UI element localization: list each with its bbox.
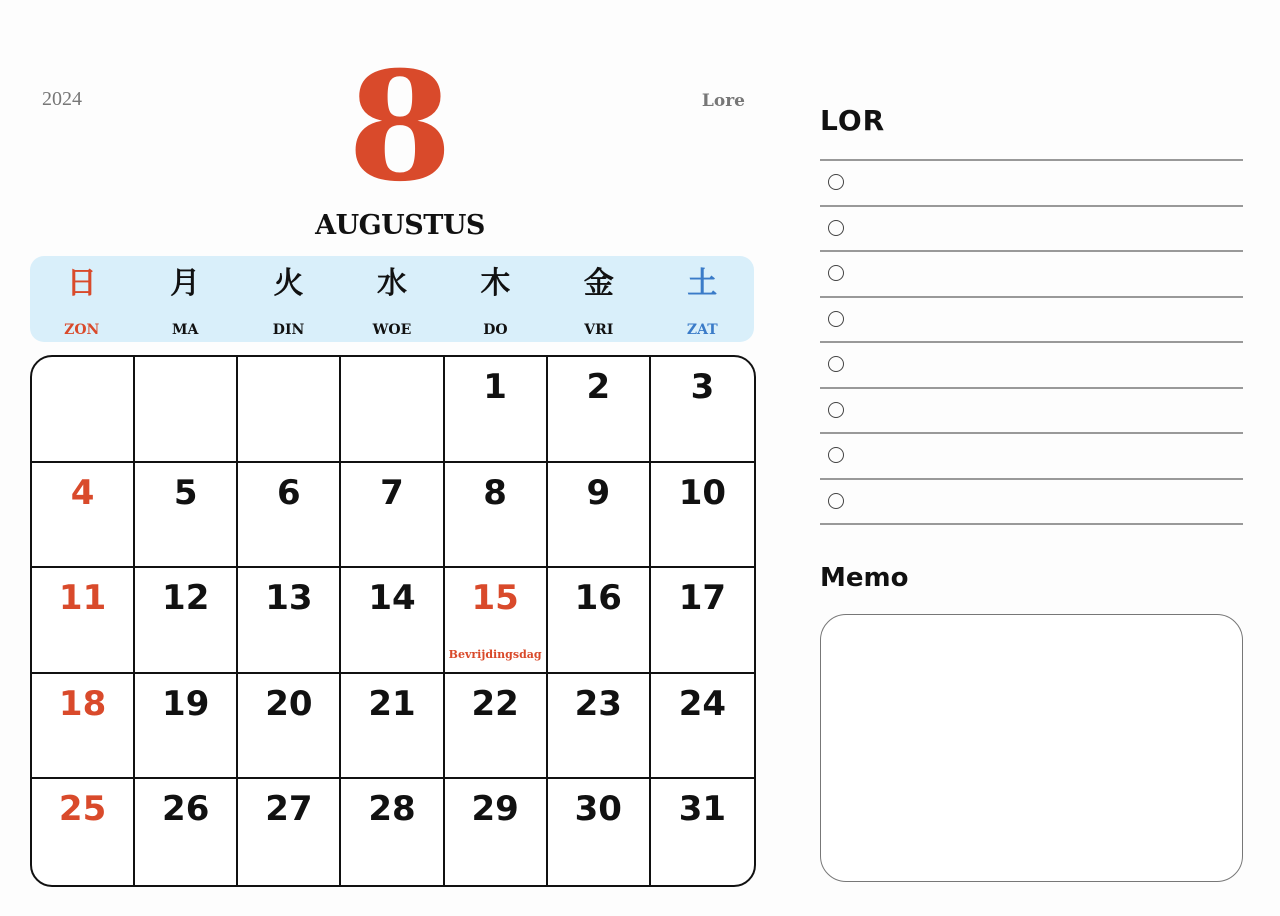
day-number: 4 xyxy=(70,472,95,513)
day-number: 6 xyxy=(277,472,301,513)
todo-list xyxy=(820,159,1243,525)
day-number: 8 xyxy=(483,472,507,513)
checkbox-circle-icon[interactable] xyxy=(828,174,844,190)
day-cell[interactable] xyxy=(238,568,341,674)
day-number: 11 xyxy=(58,578,107,619)
day-cell[interactable] xyxy=(135,463,238,569)
year-label: 2024 xyxy=(42,88,82,110)
checkbox-circle-icon[interactable] xyxy=(828,493,844,509)
checkbox-circle-icon[interactable] xyxy=(828,311,844,327)
day-number: 5 xyxy=(173,472,198,513)
todo-row[interactable] xyxy=(820,434,1243,480)
day-cell[interactable] xyxy=(32,568,135,674)
weekday-jp: 金 xyxy=(583,266,614,301)
checkbox-circle-icon[interactable] xyxy=(828,265,844,281)
weekday-jp: 日 xyxy=(66,266,97,301)
day-number: 26 xyxy=(162,789,210,830)
weekday-thursday xyxy=(444,256,547,342)
day-cell[interactable] xyxy=(548,463,651,569)
weekday-nl: DO xyxy=(483,322,508,338)
day-number: 7 xyxy=(380,472,404,513)
weekday-nl: ZON xyxy=(64,322,100,338)
day-cell[interactable] xyxy=(548,568,651,674)
holiday-label: Bevrijdingsdag xyxy=(448,648,542,662)
day-number: 20 xyxy=(265,683,313,724)
day-number: 22 xyxy=(471,683,519,724)
weekday-header xyxy=(30,256,754,342)
day-cell[interactable] xyxy=(32,674,135,780)
day-number: 10 xyxy=(678,472,727,513)
day-cell[interactable] xyxy=(341,568,444,674)
weekday-jp: 木 xyxy=(480,266,511,301)
weekday-tuesday xyxy=(237,256,340,342)
weekday-sunday xyxy=(30,256,133,342)
day-number: 1 xyxy=(483,367,507,407)
checkbox-circle-icon[interactable] xyxy=(828,356,844,372)
todo-row[interactable] xyxy=(820,298,1243,344)
day-cell[interactable] xyxy=(548,674,651,780)
todo-row[interactable] xyxy=(820,343,1243,389)
todo-row[interactable] xyxy=(820,480,1243,526)
day-number: 29 xyxy=(471,789,519,830)
day-cell[interactable] xyxy=(651,463,754,569)
weekday-jp: 土 xyxy=(687,266,718,301)
todo-row[interactable] xyxy=(820,207,1243,253)
memo-title: Memo xyxy=(820,563,909,593)
weekday-nl: MA xyxy=(171,322,199,338)
weekday-saturday xyxy=(651,256,754,342)
day-cell[interactable] xyxy=(651,674,754,780)
empty-day-cell xyxy=(238,357,341,463)
checkbox-circle-icon[interactable] xyxy=(828,447,844,463)
day-number: 25 xyxy=(58,789,107,830)
todo-row[interactable] xyxy=(820,252,1243,298)
empty-day-cell xyxy=(341,357,444,463)
day-cell[interactable] xyxy=(445,568,548,674)
weekday-jp: 月 xyxy=(170,266,201,301)
todo-title: LOR xyxy=(820,104,886,137)
day-number: 17 xyxy=(678,578,727,619)
day-number: 18 xyxy=(58,683,107,724)
day-cell[interactable] xyxy=(135,674,238,780)
day-cell[interactable] xyxy=(341,779,444,885)
weekday-nl: ZAT xyxy=(686,322,718,338)
day-number: 2 xyxy=(586,367,611,407)
day-cell[interactable] xyxy=(445,357,548,463)
month-name: AUGUSTUS xyxy=(315,210,485,241)
day-cell[interactable] xyxy=(548,357,651,463)
day-number: 31 xyxy=(678,789,727,830)
day-number: 30 xyxy=(574,789,622,830)
weekday-nl: VRI xyxy=(584,322,614,338)
day-number: 19 xyxy=(162,683,210,724)
day-cell[interactable] xyxy=(548,779,651,885)
month-number: 8 xyxy=(347,39,453,215)
day-number: 14 xyxy=(368,578,416,619)
weekday-friday xyxy=(547,256,650,342)
calendar-grid xyxy=(30,355,756,887)
day-number: 15 xyxy=(471,578,519,619)
day-cell[interactable] xyxy=(445,463,548,569)
day-number: 27 xyxy=(265,789,313,830)
weekday-jp: 水 xyxy=(376,266,407,301)
weekday-nl: WOE xyxy=(372,322,412,338)
day-number: 24 xyxy=(678,683,727,724)
day-cell[interactable] xyxy=(238,463,341,569)
day-cell[interactable] xyxy=(445,674,548,780)
day-cell[interactable] xyxy=(135,779,238,885)
day-cell[interactable] xyxy=(238,779,341,885)
day-cell[interactable] xyxy=(651,568,754,674)
day-number: 21 xyxy=(368,683,416,724)
day-number: 16 xyxy=(574,578,622,619)
weekday-wednesday xyxy=(340,256,443,342)
weekday-jp: 火 xyxy=(273,266,304,301)
day-cell[interactable] xyxy=(32,779,135,885)
day-cell[interactable] xyxy=(341,463,444,569)
weekday-nl: DIN xyxy=(272,322,305,338)
day-number: 28 xyxy=(368,789,416,830)
checkbox-circle-icon[interactable] xyxy=(828,402,844,418)
day-number: 9 xyxy=(586,472,611,513)
checkbox-circle-icon[interactable] xyxy=(828,220,844,236)
todo-row[interactable] xyxy=(820,161,1243,207)
day-cell[interactable] xyxy=(651,779,754,885)
empty-day-cell xyxy=(135,357,238,463)
empty-day-cell xyxy=(32,357,135,463)
day-number: 13 xyxy=(265,578,313,619)
day-cell[interactable] xyxy=(135,568,238,674)
day-cell[interactable] xyxy=(32,463,135,569)
day-number: 23 xyxy=(574,683,622,724)
day-cell[interactable] xyxy=(445,779,548,885)
weekday-monday xyxy=(133,256,236,342)
day-cell[interactable] xyxy=(238,674,341,780)
lore-label: Lore xyxy=(701,91,745,111)
day-cell[interactable] xyxy=(341,674,444,780)
day-number: 3 xyxy=(690,367,715,407)
memo-box[interactable] xyxy=(820,614,1243,882)
todo-row[interactable] xyxy=(820,389,1243,435)
day-number: 12 xyxy=(162,578,210,619)
day-cell[interactable] xyxy=(651,357,754,463)
